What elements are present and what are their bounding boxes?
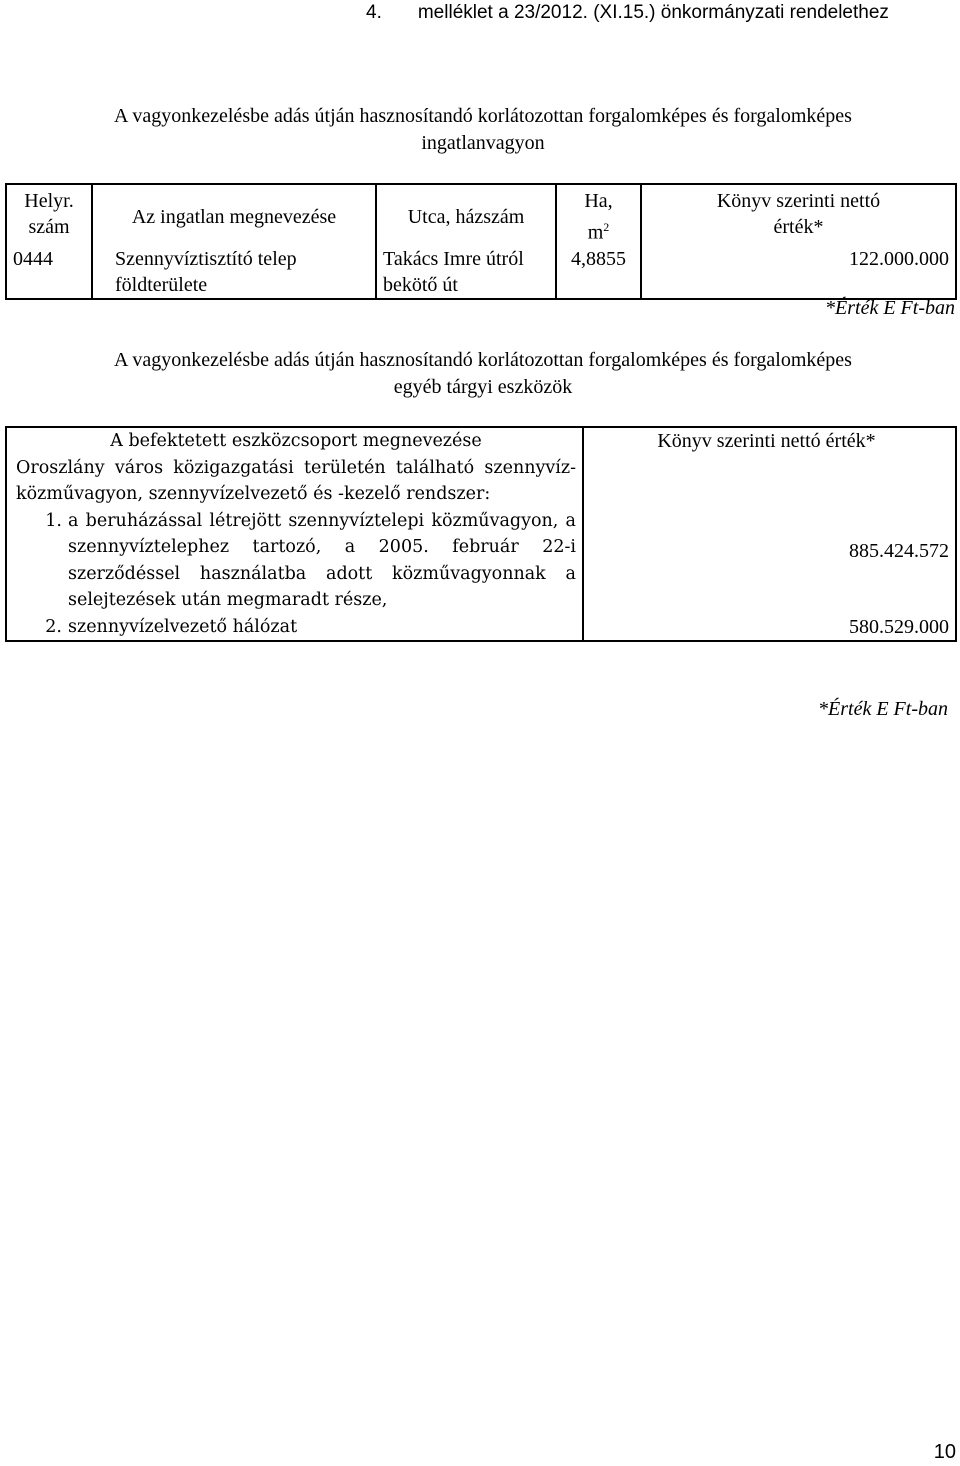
asset-table-header (6, 427, 956, 455)
col-area (556, 184, 641, 246)
section2-title-line2: egyéb tárgyi eszközök (393, 376, 573, 398)
section1-title-line2: ingatlanvagyon (421, 132, 545, 154)
list-item-text: a beruházással létrejött szennyvíztelepi közművagyon, a szennyvíztelephez tartozó, a 2005. február 22-i szerződéssel használatba adott közművagyonnak a selejtezések után megmaradt része, (68, 510, 576, 610)
cell-property-name-line2: földterülete (115, 273, 208, 296)
table-row (6, 455, 956, 642)
section1-title (0, 103, 960, 157)
section2-title (0, 347, 960, 401)
col-area-unit (563, 214, 634, 246)
asset-values-cell (583, 455, 956, 642)
annex-title: melléklet a 23/2012. (XI.15.) önkormányzati rendelethez (417, 2, 889, 23)
asset-value-1: 885.424.572 (849, 539, 949, 562)
list-item-number: 1. (45, 510, 62, 531)
asset-table (5, 426, 957, 642)
col-book-value-line1: Könyv szerinti nettó (716, 190, 881, 212)
annex-number: 4. (366, 2, 382, 23)
asset-value-2: 580.529.000 (849, 615, 949, 638)
col-property-name: Az ingatlan megnevezése (92, 184, 376, 246)
cell-book-value: 122.000.000 (641, 246, 956, 299)
col-book-value-line2: érték* (773, 216, 824, 238)
col-area-unit-m: m (587, 221, 604, 244)
section2-footnote: *Érték E Ft-ban (818, 698, 948, 720)
cell-street-line1: Takács Imre útról (383, 247, 524, 270)
col-parcel-number-line2: szám (28, 216, 70, 238)
cell-property-name (92, 246, 376, 299)
cell-parcel-number: 0444 (6, 246, 92, 299)
col-area-unit-sup: 2 (603, 220, 610, 234)
cell-street (376, 246, 556, 299)
col-asset-value: Könyv szerinti nettó érték* (657, 430, 876, 452)
header-note (366, 2, 889, 24)
real-estate-table (5, 183, 957, 300)
page-number: 10 (933, 1441, 956, 1463)
asset-list-cell (6, 455, 583, 642)
cell-street-line2: bekötő út (383, 273, 458, 296)
table-row (6, 246, 956, 299)
list-item (16, 508, 576, 614)
section1-title-line1: A vagyonkezelésbe adás útján hasznosítandó korlátozottan forgalomképes és forgalomképes (114, 105, 852, 127)
col-street: Utca, házszám (376, 184, 556, 246)
section2-title-line1: A vagyonkezelésbe adás útján hasznosítandó korlátozottan forgalomképes és forgalomképes (114, 349, 852, 371)
cell-area: 4,8855 (556, 246, 641, 299)
col-parcel-number-line1: Helyr. (24, 190, 74, 212)
section1-footnote: *Érték E Ft-ban (825, 297, 955, 319)
list-item-number: 2. (45, 616, 62, 637)
real-estate-table-header (6, 184, 956, 246)
list-item (16, 614, 576, 641)
col-asset-name: A befektetett eszközcsoport megnevezése (6, 427, 583, 455)
col-book-value (641, 184, 956, 246)
col-parcel-number (6, 184, 92, 246)
col-area-line1: Ha, (584, 190, 613, 212)
cell-property-name-line1: Szennyvíztisztító telep (115, 247, 297, 270)
asset-intro: Oroszlány város közigazgatási területén található szennyvíz-közművagyon, szennyvízelvezető és -kezelő rendszer: (16, 457, 576, 504)
list-item-text: szennyvízelvezető hálózat (68, 616, 298, 637)
